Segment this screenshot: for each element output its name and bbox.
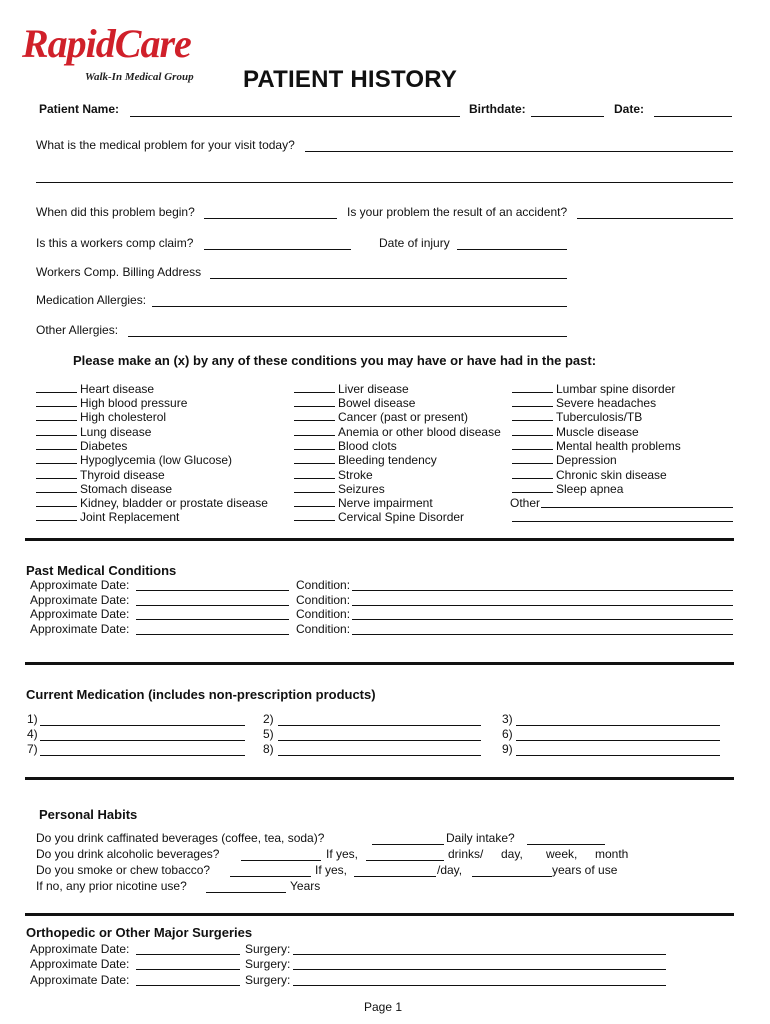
years-of-use-label: years of use [552,863,618,877]
workers-comp-label: Is this a workers comp claim? [36,236,194,250]
past-conditions-heading: Past Medical Conditions [26,563,177,578]
patient-name-field[interactable] [130,116,460,117]
condition-field[interactable] [352,590,733,591]
medication-number: 2) [263,712,274,726]
approx-date-field[interactable] [136,634,289,635]
condition-item[interactable]: Hypoglycemia (low Glucose) [36,453,232,467]
condition-item[interactable]: Mental health problems [512,439,681,453]
medication-field[interactable] [40,755,245,756]
surgery-label: Surgery: [245,973,291,987]
medication-field[interactable] [516,740,720,741]
date-label: Date: [614,102,645,116]
medication-field[interactable] [278,740,481,741]
accident-label: Is your problem the result of an accident? [347,205,568,219]
problem-begin-field[interactable] [204,218,337,219]
approx-date-label: Approximate Date: [30,973,130,987]
page-number: Page 1 [364,1000,403,1014]
medical-problem-field-2[interactable] [36,182,733,183]
logo [22,22,191,66]
condition-field[interactable] [352,634,733,635]
condition-item[interactable]: Thyroid disease [36,468,165,482]
surgery-date-field[interactable] [136,954,240,955]
caffeine-field[interactable] [372,844,444,845]
other-condition-field-2[interactable] [512,521,733,522]
condition-item[interactable]: High blood pressure [36,396,187,410]
billing-address-label: Workers Comp. Billing Address [36,265,202,279]
condition-item[interactable]: Nerve impairment [294,496,433,510]
logo-wordmark: RapidCare [22,21,191,66]
alcohol-if-yes-label: If yes, [326,847,359,861]
habits-heading: Personal Habits [39,807,138,822]
month-option[interactable]: month [595,847,629,861]
medication-number: 6) [502,727,513,741]
medication-field[interactable] [516,755,720,756]
surgery-date-field[interactable] [136,969,240,970]
medical-problem-field[interactable] [305,151,733,152]
medication-number: 3) [502,712,513,726]
alcohol-label: Do you drink alcoholic beverages? [36,847,220,861]
medical-problem-label: What is the medical problem for your visit today? [36,138,295,152]
day-option[interactable]: day, [501,847,523,861]
section-divider [25,538,734,541]
condition-item[interactable]: Kidney, bladder or prostate disease [36,496,268,510]
tobacco-per-day-field[interactable] [354,876,436,877]
other-allergies-field[interactable] [128,336,567,337]
approx-date-label: Approximate Date: [30,622,130,636]
surgery-field[interactable] [293,969,666,970]
week-option[interactable]: week, [546,847,578,861]
condition-item[interactable]: Bowel disease [294,396,415,410]
section-divider [25,662,734,665]
medication-number: 4) [27,727,38,741]
other-allergies-label: Other Allergies: [36,323,119,337]
surgery-date-field[interactable] [136,985,240,986]
condition-item[interactable]: Bleeding tendency [294,453,437,467]
accident-field[interactable] [577,218,733,219]
caffeine-label: Do you drink caffinated beverages (coffee, tea, soda)? [36,831,325,845]
approx-date-field[interactable] [136,605,289,606]
approx-date-label: Approximate Date: [30,607,130,621]
tobacco-field[interactable] [230,876,311,877]
surgery-field[interactable] [293,985,666,986]
condition-item[interactable]: Cancer (past or present) [294,410,468,424]
condition-item[interactable]: Diabetes [36,439,127,453]
medication-allergies-label: Medication Allergies: [36,293,147,307]
workers-comp-field[interactable] [204,249,351,250]
condition-item[interactable]: Severe headaches [512,396,656,410]
patient-name-label: Patient Name: [39,102,120,116]
approx-date-label: Approximate Date: [30,593,130,607]
condition-item[interactable]: Sleep apnea [512,482,623,496]
condition-item[interactable]: Anemia or other blood disease [294,425,501,439]
condition-item[interactable]: Blood clots [294,439,397,453]
approx-date-label: Approximate Date: [30,957,130,971]
condition-label: Condition: [296,622,351,636]
daily-intake-label: Daily intake? [446,831,515,845]
date-of-injury-field[interactable] [457,249,567,250]
medication-field[interactable] [40,725,245,726]
condition-label: Condition: [296,607,351,621]
approx-date-label: Approximate Date: [30,942,130,956]
condition-item[interactable]: Depression [512,453,617,467]
condition-item[interactable]: Stomach disease [36,482,172,496]
medication-number: 9) [502,742,513,756]
condition-field[interactable] [352,605,733,606]
birthdate-label: Birthdate: [469,102,526,116]
billing-address-field[interactable] [210,278,567,279]
condition-item[interactable]: Lung disease [36,425,151,439]
medication-heading: Current Medication (includes non-prescription products) [26,687,376,702]
condition-item[interactable]: Muscle disease [512,425,639,439]
condition-item[interactable]: Chronic skin disease [512,468,667,482]
condition-label: Condition: [296,593,351,607]
alcohol-field[interactable] [241,860,321,861]
date-field[interactable] [654,116,732,117]
tobacco-label: Do you smoke or chew tobacco? [36,863,211,877]
medication-field[interactable] [278,725,481,726]
date-of-injury-label: Date of injury [379,236,450,250]
nicotine-field[interactable] [206,892,286,893]
drinks-field[interactable] [366,860,444,861]
daily-intake-field[interactable] [527,844,605,845]
condition-item[interactable]: Joint Replacement [36,510,179,524]
surgery-label: Surgery: [245,942,291,956]
section-divider [25,777,734,780]
page-title: PATIENT HISTORY [243,66,458,93]
condition-item[interactable]: High cholesterol [36,410,166,424]
nicotine-years-label: Years [290,879,321,893]
approx-date-field[interactable] [136,590,289,591]
conditions-prompt: Please make an (x) by any of these conditions you may have or have had in the past: [73,353,597,368]
years-of-use-field[interactable] [472,876,552,877]
condition-item[interactable]: Heart disease [36,382,154,396]
medication-number: 8) [263,742,274,756]
medication-field[interactable] [40,740,245,741]
condition-item[interactable]: Liver disease [294,382,409,396]
birthdate-field[interactable] [531,116,604,117]
approx-date-label: Approximate Date: [30,578,130,592]
logo-subtitle: Walk-In Medical Group [85,71,194,83]
approx-date-field[interactable] [136,619,289,620]
medication-number: 5) [263,727,274,741]
medication-allergies-field[interactable] [152,306,567,307]
drinks-label: drinks/ [448,847,484,861]
condition-item[interactable]: Cervical Spine Disorder [294,510,464,524]
other-condition-label: Other [510,496,541,510]
surgeries-heading: Orthopedic or Other Major Surgeries [26,925,253,940]
condition-item[interactable]: Lumbar spine disorder [512,382,675,396]
condition-item[interactable]: Tuberculosis/TB [512,410,642,424]
problem-begin-label: When did this problem begin? [36,205,195,219]
condition-item[interactable]: Seizures [294,482,385,496]
condition-field[interactable] [352,619,733,620]
condition-item[interactable]: Stroke [294,468,373,482]
nicotine-label: If no, any prior nicotine use? [36,879,187,893]
surgery-field[interactable] [293,954,666,955]
surgery-label: Surgery: [245,957,291,971]
medication-number: 7) [27,742,38,756]
medication-field[interactable] [516,725,720,726]
per-day-label: /day, [437,863,463,877]
section-divider [25,913,734,916]
other-condition-field[interactable] [541,507,733,508]
condition-label: Condition: [296,578,351,592]
tobacco-if-yes-label: If yes, [315,863,348,877]
medication-field[interactable] [278,755,481,756]
medication-number: 1) [27,712,38,726]
